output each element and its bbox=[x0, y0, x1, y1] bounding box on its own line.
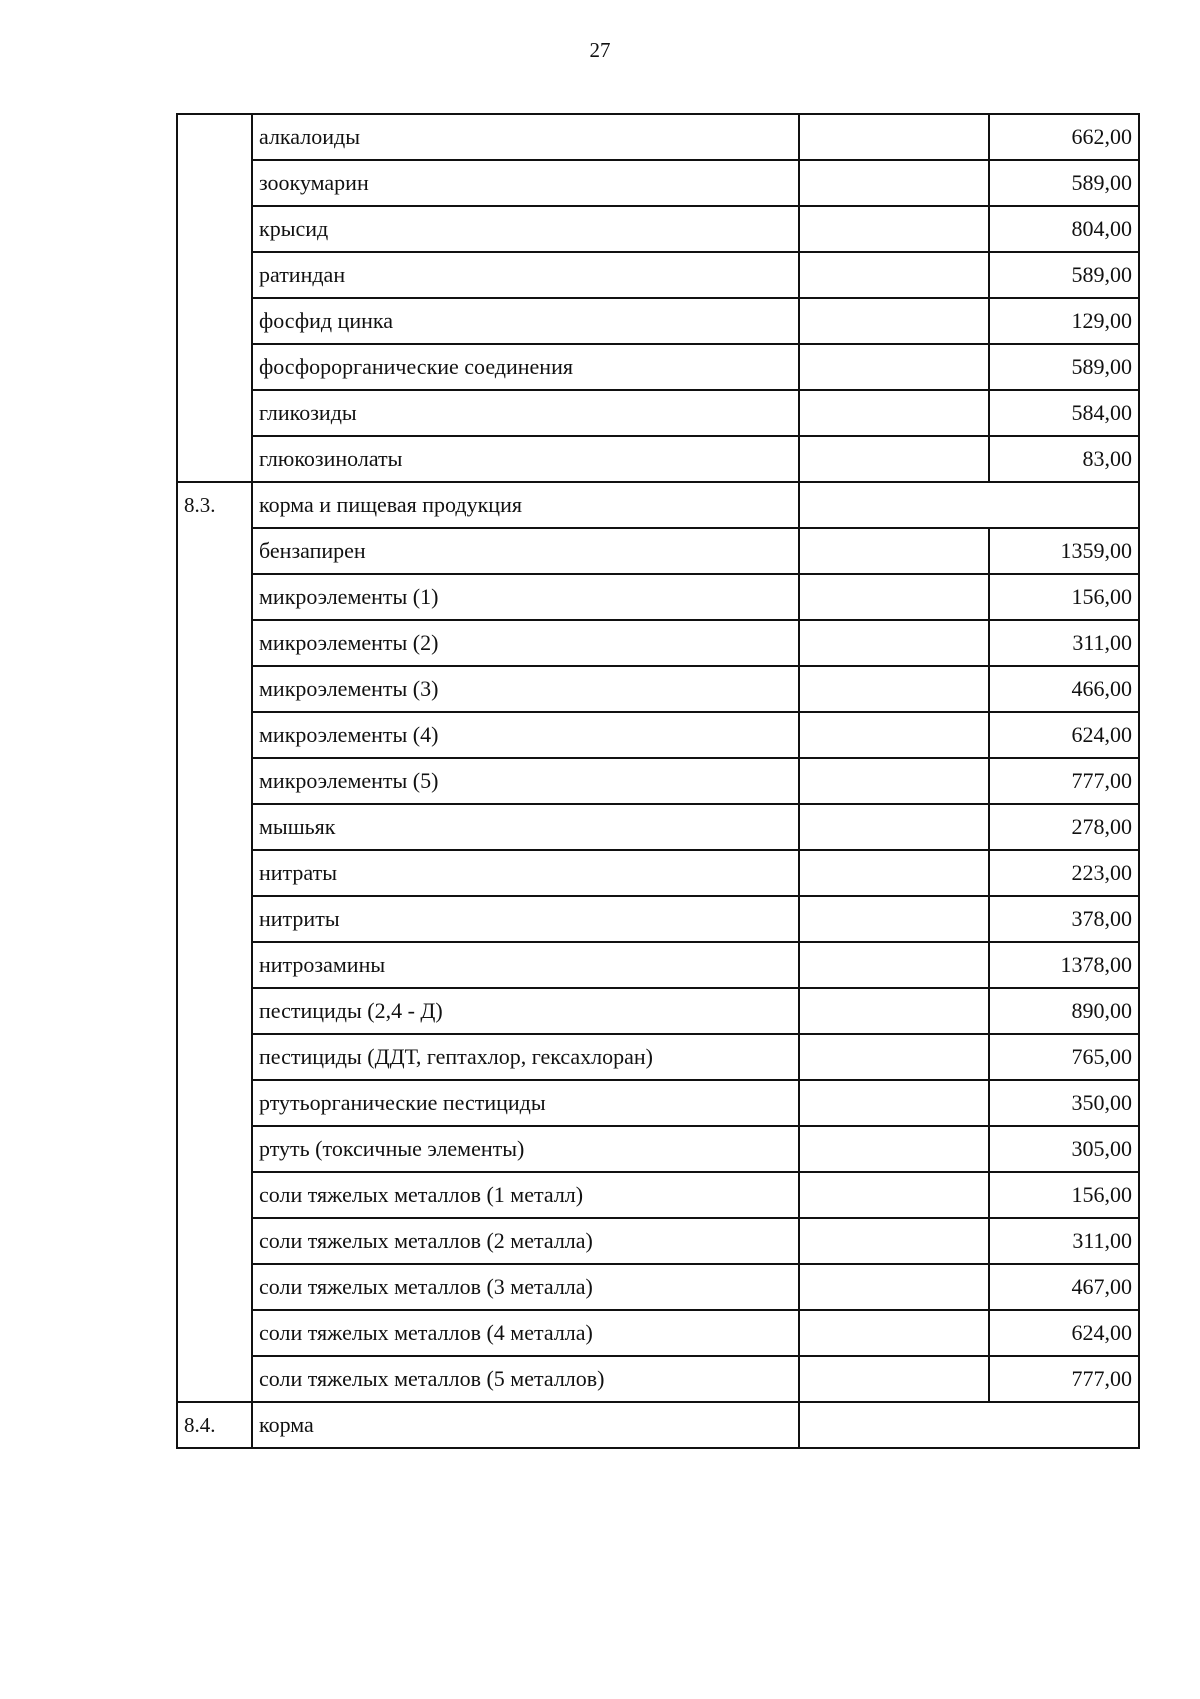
empty-cell bbox=[799, 436, 989, 482]
table-row bbox=[177, 666, 1139, 712]
empty-cell bbox=[799, 1218, 989, 1264]
test-price: 584,00 bbox=[989, 390, 1139, 436]
test-price: 624,00 bbox=[989, 1310, 1139, 1356]
table-row bbox=[177, 206, 1139, 252]
test-name: микроэлементы (3) bbox=[252, 666, 799, 712]
empty-cell bbox=[799, 942, 989, 988]
row-number-cell bbox=[177, 1310, 252, 1356]
table-row bbox=[177, 1034, 1139, 1080]
test-price: 890,00 bbox=[989, 988, 1139, 1034]
row-number-cell bbox=[177, 988, 252, 1034]
table-row bbox=[177, 712, 1139, 758]
empty-cell bbox=[799, 988, 989, 1034]
table-row bbox=[177, 620, 1139, 666]
row-number-cell bbox=[177, 436, 252, 482]
section-header-row bbox=[177, 1402, 1139, 1448]
empty-cell bbox=[799, 160, 989, 206]
table-row bbox=[177, 1126, 1139, 1172]
row-number-cell bbox=[177, 160, 252, 206]
section-header-row bbox=[177, 482, 1139, 528]
test-name: соли тяжелых металлов (3 металла) bbox=[252, 1264, 799, 1310]
row-number-cell bbox=[177, 1126, 252, 1172]
test-price: 662,00 bbox=[989, 114, 1139, 160]
test-price: 589,00 bbox=[989, 252, 1139, 298]
section-number: 8.3. bbox=[177, 482, 252, 528]
row-number-cell bbox=[177, 758, 252, 804]
empty-cell bbox=[799, 1356, 989, 1402]
row-number-cell bbox=[177, 620, 252, 666]
table-row bbox=[177, 436, 1139, 482]
row-number-cell bbox=[177, 1080, 252, 1126]
row-number-cell bbox=[177, 574, 252, 620]
empty-cell bbox=[799, 896, 989, 942]
test-price: 311,00 bbox=[989, 1218, 1139, 1264]
test-name: микроэлементы (4) bbox=[252, 712, 799, 758]
test-price: 589,00 bbox=[989, 160, 1139, 206]
test-price: 156,00 bbox=[989, 1172, 1139, 1218]
test-name: нитраты bbox=[252, 850, 799, 896]
table-row bbox=[177, 850, 1139, 896]
empty-cell bbox=[799, 850, 989, 896]
table-row bbox=[177, 804, 1139, 850]
test-price: 777,00 bbox=[989, 1356, 1139, 1402]
empty-cell bbox=[799, 620, 989, 666]
row-number-cell bbox=[177, 942, 252, 988]
test-price: 156,00 bbox=[989, 574, 1139, 620]
test-price: 311,00 bbox=[989, 620, 1139, 666]
test-price: 223,00 bbox=[989, 850, 1139, 896]
table-body bbox=[177, 114, 1139, 1448]
section-title: корма bbox=[252, 1402, 799, 1448]
test-name: ратиндан bbox=[252, 252, 799, 298]
section-blank-cell bbox=[799, 1402, 1139, 1448]
row-number-cell bbox=[177, 528, 252, 574]
empty-cell bbox=[799, 1310, 989, 1356]
test-name: алкалоиды bbox=[252, 114, 799, 160]
table-row bbox=[177, 1264, 1139, 1310]
table-row bbox=[177, 160, 1139, 206]
test-name: соли тяжелых металлов (1 металл) bbox=[252, 1172, 799, 1218]
table-row bbox=[177, 252, 1139, 298]
table-row bbox=[177, 1356, 1139, 1402]
test-name: фосфорорганические соединения bbox=[252, 344, 799, 390]
test-name: гликозиды bbox=[252, 390, 799, 436]
empty-cell bbox=[799, 114, 989, 160]
test-name: соли тяжелых металлов (2 металла) bbox=[252, 1218, 799, 1264]
test-price: 467,00 bbox=[989, 1264, 1139, 1310]
row-number-cell bbox=[177, 804, 252, 850]
empty-cell bbox=[799, 758, 989, 804]
empty-cell bbox=[799, 1172, 989, 1218]
table-row bbox=[177, 1172, 1139, 1218]
test-price: 589,00 bbox=[989, 344, 1139, 390]
section-number: 8.4. bbox=[177, 1402, 252, 1448]
table-row bbox=[177, 298, 1139, 344]
test-price: 129,00 bbox=[989, 298, 1139, 344]
test-name: ртуть (токсичные элементы) bbox=[252, 1126, 799, 1172]
test-name: фосфид цинка bbox=[252, 298, 799, 344]
test-name: микроэлементы (2) bbox=[252, 620, 799, 666]
table-row bbox=[177, 1080, 1139, 1126]
row-number-cell bbox=[177, 896, 252, 942]
table-row bbox=[177, 942, 1139, 988]
row-number-cell bbox=[177, 1218, 252, 1264]
row-number-cell bbox=[177, 390, 252, 436]
test-name: ртутьорганические пестициды bbox=[252, 1080, 799, 1126]
row-number-cell bbox=[177, 712, 252, 758]
table-row bbox=[177, 344, 1139, 390]
test-name: пестициды (ДДТ, гептахлор, гексахлоран) bbox=[252, 1034, 799, 1080]
row-number-cell bbox=[177, 344, 252, 390]
test-name: нитрозамины bbox=[252, 942, 799, 988]
empty-cell bbox=[799, 528, 989, 574]
table-row bbox=[177, 1218, 1139, 1264]
table-row bbox=[177, 574, 1139, 620]
empty-cell bbox=[799, 252, 989, 298]
empty-cell bbox=[799, 804, 989, 850]
table-row bbox=[177, 1310, 1139, 1356]
table-row bbox=[177, 114, 1139, 160]
test-price: 1359,00 bbox=[989, 528, 1139, 574]
row-number-cell bbox=[177, 114, 252, 160]
empty-cell bbox=[799, 390, 989, 436]
test-name: микроэлементы (5) bbox=[252, 758, 799, 804]
test-name: микроэлементы (1) bbox=[252, 574, 799, 620]
test-price: 83,00 bbox=[989, 436, 1139, 482]
test-price: 305,00 bbox=[989, 1126, 1139, 1172]
row-number-cell bbox=[177, 1264, 252, 1310]
page-number: 27 bbox=[589, 38, 611, 62]
empty-cell bbox=[799, 666, 989, 712]
test-price: 278,00 bbox=[989, 804, 1139, 850]
row-number-cell bbox=[177, 1356, 252, 1402]
empty-cell bbox=[799, 206, 989, 252]
price-table bbox=[176, 113, 1140, 1449]
test-name: нитриты bbox=[252, 896, 799, 942]
table-row bbox=[177, 390, 1139, 436]
empty-cell bbox=[799, 298, 989, 344]
test-name: глюкозинолаты bbox=[252, 436, 799, 482]
empty-cell bbox=[799, 574, 989, 620]
row-number-cell bbox=[177, 252, 252, 298]
test-price: 804,00 bbox=[989, 206, 1139, 252]
row-number-cell bbox=[177, 1172, 252, 1218]
row-number-cell bbox=[177, 206, 252, 252]
test-price: 378,00 bbox=[989, 896, 1139, 942]
section-title: корма и пищевая продукция bbox=[252, 482, 799, 528]
test-name: крысид bbox=[252, 206, 799, 252]
test-price: 466,00 bbox=[989, 666, 1139, 712]
empty-cell bbox=[799, 1126, 989, 1172]
test-price: 777,00 bbox=[989, 758, 1139, 804]
empty-cell bbox=[799, 344, 989, 390]
row-number-cell bbox=[177, 666, 252, 712]
empty-cell bbox=[799, 1264, 989, 1310]
row-number-cell bbox=[177, 850, 252, 896]
empty-cell bbox=[799, 712, 989, 758]
test-name: мышьяк bbox=[252, 804, 799, 850]
table-row bbox=[177, 988, 1139, 1034]
empty-cell bbox=[799, 1034, 989, 1080]
test-price: 350,00 bbox=[989, 1080, 1139, 1126]
table-row bbox=[177, 528, 1139, 574]
test-name: пестициды (2,4 - Д) bbox=[252, 988, 799, 1034]
empty-cell bbox=[799, 1080, 989, 1126]
test-name: соли тяжелых металлов (5 металлов) bbox=[252, 1356, 799, 1402]
section-blank-cell bbox=[799, 482, 1139, 528]
test-name: зоокумарин bbox=[252, 160, 799, 206]
table-row bbox=[177, 896, 1139, 942]
table-row bbox=[177, 758, 1139, 804]
row-number-cell bbox=[177, 1034, 252, 1080]
test-name: соли тяжелых металлов (4 металла) bbox=[252, 1310, 799, 1356]
row-number-cell bbox=[177, 298, 252, 344]
test-name: бензапирен bbox=[252, 528, 799, 574]
test-price: 765,00 bbox=[989, 1034, 1139, 1080]
test-price: 1378,00 bbox=[989, 942, 1139, 988]
test-price: 624,00 bbox=[989, 712, 1139, 758]
